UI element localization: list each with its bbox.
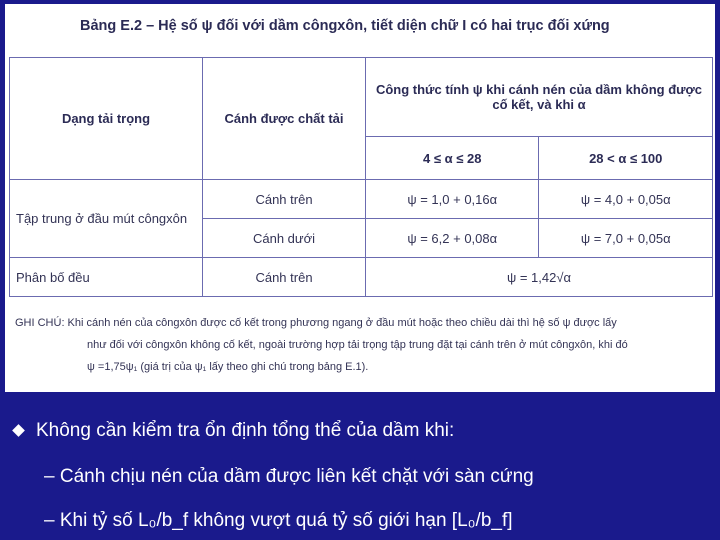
row-flange: Cánh trên [203, 258, 366, 297]
header-range-2: 28 < α ≤ 100 [539, 137, 713, 180]
table-note [15, 312, 711, 378]
row-formula-2: ψ = 4,0 + 0,05α [539, 180, 713, 219]
header-formula: Công thức tính ψ khi cánh nén của dầm không được cố kết, và khi α [366, 58, 713, 137]
row-flange: Cánh dưới [203, 219, 366, 258]
header-range-1: 4 ≤ α ≤ 28 [366, 137, 539, 180]
header-loaded-flange: Cánh được chất tải [203, 58, 366, 180]
note-line-1: GHI CHÚ: Khi cánh nén của côngxôn được cố kết trong phương ngang ở đầu mút hoặc theo chiều dài thì hệ số ψ được lấy [15, 317, 617, 329]
sub-item-2: – Khi tỷ số L₀/b_f không vượt quá tỷ số giới hạn [L₀/b_f] [44, 510, 513, 531]
sub-item-1: – Cánh chịu nén của dầm được liên kết chặt với sàn cứng [44, 466, 534, 487]
note-line-2: như đối với côngxôn không cố kết, ngoài trường hợp tải trọng tập trung đặt tại cánh trên ở mút côngxôn, khi đó [87, 339, 628, 351]
bullet-diamond-icon [12, 424, 25, 437]
row-formula-1: ψ = 6,2 + 0,08α [366, 219, 539, 258]
row-formula-all: ψ = 1,42√α [366, 258, 713, 297]
row-formula-2: ψ = 7,0 + 0,05α [539, 219, 713, 258]
note-line-3: ψ =1,75ψ₁ (giá trị của ψ₁ lấy theo ghi chú trong bảng E.1). [87, 361, 369, 373]
row-load-distributed: Phân bố đều [10, 258, 203, 297]
bullet-list [0, 392, 720, 540]
table-card [5, 4, 715, 392]
header-load-type: Dạng tải trọng [10, 58, 203, 180]
row-formula-1: ψ = 1,0 + 0,16α [366, 180, 539, 219]
coefficient-table [9, 57, 713, 297]
row-flange: Cánh trên [203, 180, 366, 219]
row-load-concentrated: Tập trung ở đầu mút côngxôn [10, 180, 203, 258]
table-title: Bảng E.2 – Hệ số ψ đối với dầm côngxôn, tiết diện chữ I có hai trục đối xứng [80, 18, 610, 34]
bullet-text: Không cần kiểm tra ổn định tổng thể của dầm khi: [36, 420, 455, 441]
